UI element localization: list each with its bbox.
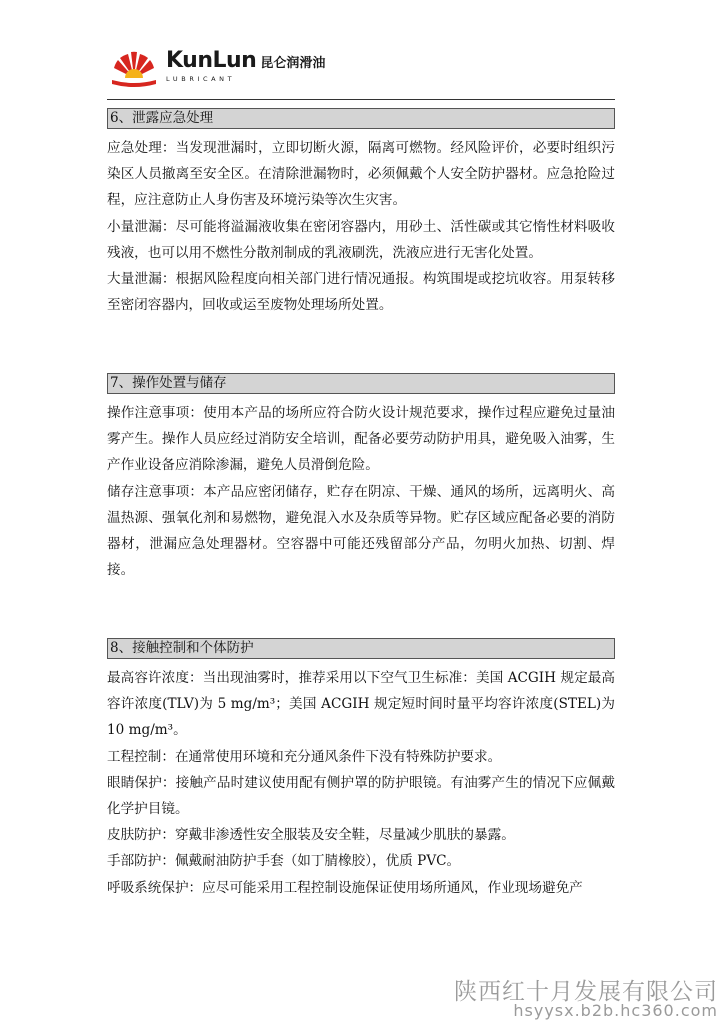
paragraph: 皮肤防护：穿戴非渗透性安全服装及安全鞋，尽量减少肌肤的暴露。: [107, 827, 515, 844]
paragraph: 工程控制：在通常使用环境和充分通风条件下没有特殊防护要求。: [107, 748, 502, 765]
kunlun-flower-icon: [108, 44, 160, 90]
brand-block: [166, 48, 326, 83]
brand-subtitle: LUBRICANT: [166, 75, 236, 83]
section-title: 6、泄露应急处理: [107, 108, 615, 129]
paragraph: 储存注意事项：本产品应密闭储存，贮存在阴凉、干燥、通风的场所，远离明火、高温热源、强氧化剂和易燃物，避免混入水及杂质等异物。贮存区域应配备必要的消防器材，泄漏应急处理器材。空容器中可能还残留部分产品，勿明火加热、切割、焊接。: [107, 483, 615, 579]
header-divider: [107, 99, 615, 100]
brand-name: KunLun: [166, 48, 257, 73]
section-spill-response: [107, 108, 615, 318]
section-title: 7、操作处置与储存: [107, 373, 615, 394]
watermark-company: 陕西红十月发展有限公司: [454, 979, 718, 1005]
section-handling-storage: [107, 373, 615, 583]
section-body: [107, 400, 615, 583]
watermark-url: hsyysx.b2b.hc360.com: [513, 1001, 718, 1020]
paragraph: 大量泄漏：根据风险程度向相关部门进行情况通报。构筑围堤或挖坑收容。用泵转移至密闭容器内，回收或运至废物处理场所处置。: [107, 271, 615, 314]
paragraph: 呼吸系统保护：应尽可能采用工程控制设施保证使用场所通风，作业现场避免产: [107, 879, 583, 896]
paragraph: 操作注意事项：使用本产品的场所应符合防火设计规范要求，操作过程应避免过量油雾产生。操作人员应经过消防安全培训，配备必要劳动防护用具，避免吸入油雾，生产作业设备应消除渗漏，避免人员滑倒危险。: [107, 405, 615, 474]
section-exposure-protection: [107, 638, 615, 901]
paragraph: 应急处理：当发现泄漏时，立即切断火源，隔离可燃物。经风险评价，必要时组织污染区人员撤离至安全区。在清除泄漏物时，必须佩戴个人安全防护器材。应急抢险过程，应注意防止人身伤害及环境污染等次生灾害。: [107, 140, 615, 209]
section-title: 8、接触控制和个体防护: [107, 638, 615, 659]
paragraph: 最高容许浓度：当出现油雾时，推荐采用以下空气卫生标准：美国 ACGIH 规定最高容许浓度(TLV)为 5 mg/m³；美国 ACGIH 规定短时间时量平均容许浓度(STEL)为 10 mg/m³。: [107, 670, 615, 739]
section-body: [107, 665, 615, 901]
section-body: [107, 135, 615, 318]
brand-chinese-name: 昆仑润滑油: [260, 56, 326, 71]
paragraph: 眼睛保护：接触产品时建议使用配有侧护罩的防护眼镜。有油雾产生的情况下应佩戴化学护目镜。: [107, 774, 615, 818]
paragraph: 小量泄漏：尽可能将溢漏液收集在密闭容器内，用砂土、活性碳或其它惰性材料吸收残液，也可以用不燃性分散剂制成的乳液刷洗，洗液应进行无害化处置。: [107, 218, 615, 261]
paragraph: 手部防护：佩戴耐油防护手套（如丁腈橡胶），优质 PVC。: [107, 853, 461, 870]
